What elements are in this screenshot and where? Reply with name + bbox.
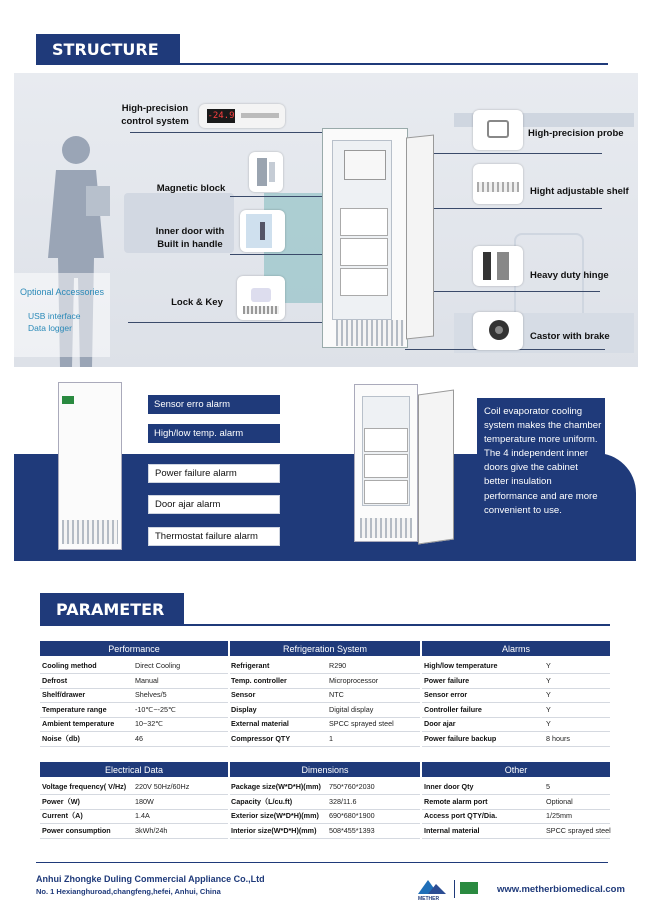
mether-logo-icon [416, 878, 450, 896]
footer-website[interactable]: www.metherbiomedical.com [497, 884, 625, 895]
accessory-usb: USB interface [28, 311, 81, 321]
param-key: Remote alarm port [424, 796, 488, 806]
param-key: High/low temperature [424, 661, 498, 670]
table-header: Electrical Data [40, 762, 228, 777]
param-key: Door ajar [424, 719, 456, 729]
brand-logo-icon [460, 882, 478, 894]
accessories-title: Optional Accessories [20, 287, 105, 297]
alarm-thermostat: Thermostat failure alarm [148, 527, 280, 546]
param-value: Microprocessor [329, 675, 379, 685]
row-divider [422, 838, 610, 839]
alarm-sensor: Sensor erro alarm [148, 395, 280, 414]
param-key: Power（W) [42, 796, 80, 806]
param-key: External material [231, 719, 289, 729]
label-lock-key: Lock & Key [171, 297, 223, 308]
param-value: 1.4A [135, 811, 150, 821]
alarm-power: Power failure alarm [148, 464, 280, 483]
param-value: NTC [329, 690, 344, 700]
param-value: -10℃~-25℃ [135, 704, 177, 714]
param-key: Voltage frequency( V/Hz) [42, 782, 127, 791]
shelf-thumb [473, 164, 523, 204]
param-key: Exterior size(W*D*H)(mm) [231, 811, 319, 821]
param-value: Y [546, 704, 551, 714]
param-key: Defrost [42, 675, 68, 685]
structure-title: STRUCTURE [36, 34, 180, 64]
param-value: Shelves/5 [135, 690, 167, 700]
param-key: Inner door Qty [424, 782, 474, 791]
parameter-rule [40, 624, 610, 626]
param-value: 508*455*1393 [329, 825, 375, 835]
param-key: Interior size(W*D*H)(mm) [231, 825, 317, 835]
param-key: Power failure [424, 675, 470, 685]
freezer-vent [336, 320, 404, 346]
param-key: Display [231, 704, 257, 714]
label-hinge: Heavy duty hinge [530, 270, 609, 281]
param-value: 8 hours [546, 734, 570, 743]
inner-door-thumb [240, 210, 285, 252]
param-key: Capacity（L/cu.ft) [231, 796, 293, 806]
alarm-door: Door ajar alarm [148, 495, 280, 514]
param-key: Current（A) [42, 811, 83, 821]
structure-rule [36, 63, 608, 65]
param-key: Internal material [424, 825, 480, 835]
param-key: Package size(W*D*H)(mm) [231, 782, 321, 791]
param-key: Power consumption [42, 825, 111, 835]
param-value: 220V 50Hz/60Hz [135, 782, 190, 791]
table-header: Alarms [422, 641, 610, 656]
label-inner-door: Inner door with Built in handle [155, 226, 225, 250]
param-key: Noise（db) [42, 734, 80, 743]
lock-key-thumb [237, 276, 285, 320]
param-value: SPCC sprayed steel [546, 825, 611, 835]
param-key: Ambient temperature [42, 719, 115, 729]
param-value: 180W [135, 796, 154, 806]
label-control-system: High-precision control system [121, 103, 189, 127]
label-castor: Castor with brake [530, 331, 610, 342]
param-key: Power failure backup [424, 734, 497, 743]
table-header: Refrigeration System [230, 641, 420, 656]
param-value: 750*760*2030 [329, 782, 375, 791]
table-header: Performance [40, 641, 228, 656]
accessory-logger: Data logger [28, 323, 72, 333]
row-divider [40, 746, 228, 747]
param-value: SPCC sprayed steel [329, 719, 394, 729]
param-value: 690*680*1900 [329, 811, 375, 821]
row-divider [230, 838, 420, 839]
param-value: Optional [546, 796, 573, 806]
leader-line [128, 322, 350, 323]
probe-thumb [473, 110, 523, 150]
param-key: Refrigerant [231, 661, 270, 670]
brand-logo-small [62, 396, 74, 404]
magnetic-block-thumb [249, 152, 283, 192]
row-divider [422, 746, 610, 747]
display-readout: -24.9 [207, 111, 235, 121]
param-value: Y [546, 690, 551, 700]
hinge-thumb [473, 246, 523, 286]
param-value: 5 [546, 782, 550, 791]
row-divider [230, 702, 420, 703]
table-header: Dimensions [230, 762, 420, 777]
param-value: 328/11.6 [329, 796, 357, 806]
param-value: Digital display [329, 704, 374, 714]
param-value: Y [546, 661, 551, 670]
param-value: 3kWh/24h [135, 825, 168, 835]
freezer-open-door [406, 135, 434, 340]
table-header: Other [422, 762, 610, 777]
row-divider [230, 688, 420, 689]
param-value: 46 [135, 734, 143, 743]
label-shelf: Hight adjustable shelf [530, 186, 629, 197]
param-key: Shelf/drawer [42, 690, 86, 700]
footer-company: Anhui Zhongke Duling Commercial Appliance Co.,Ltd [36, 874, 265, 884]
param-value: 1 [329, 734, 333, 743]
param-key: Temp. controller [231, 675, 287, 685]
param-value: Manual [135, 675, 159, 685]
footer-logo-text: METHER [418, 896, 440, 902]
castor-thumb [473, 312, 523, 350]
row-divider [40, 838, 228, 839]
row-divider [230, 746, 420, 747]
param-key: Compressor QTY [231, 734, 291, 743]
param-key: Cooling method [42, 661, 97, 670]
param-value: R290 [329, 661, 347, 670]
param-key: Sensor error [424, 690, 468, 700]
param-key: Controller failure [424, 704, 482, 714]
control-display-thumb [199, 104, 285, 128]
leader-line [130, 132, 345, 133]
param-value: Direct Cooling [135, 661, 181, 670]
param-key: Access port QTY/Dia. [424, 811, 498, 821]
param-value: Y [546, 675, 551, 685]
alarm-highlow: High/low temp. alarm [148, 424, 280, 443]
footer-rule [36, 862, 608, 863]
description-text: Coil evaporator cooling system makes the chamber temperature more uniform. The 4 independent inner doors give the cabinet better insulation performance and are more convenient to use. [484, 406, 602, 516]
param-value: Y [546, 719, 551, 729]
param-key: Temperature range [42, 704, 107, 714]
label-magnetic-block: Magnetic block [156, 183, 226, 194]
footer-address: No. 1 Hexianghuroad,changfeng,hefei, Anhui, China [36, 887, 221, 896]
param-value: 10~32℃ [135, 719, 164, 729]
label-probe: High-precision probe [528, 128, 624, 139]
param-key: Sensor [231, 690, 256, 700]
param-value: 1/25mm [546, 811, 572, 821]
parameter-title: PARAMETER [40, 593, 184, 625]
row-divider [40, 673, 228, 674]
